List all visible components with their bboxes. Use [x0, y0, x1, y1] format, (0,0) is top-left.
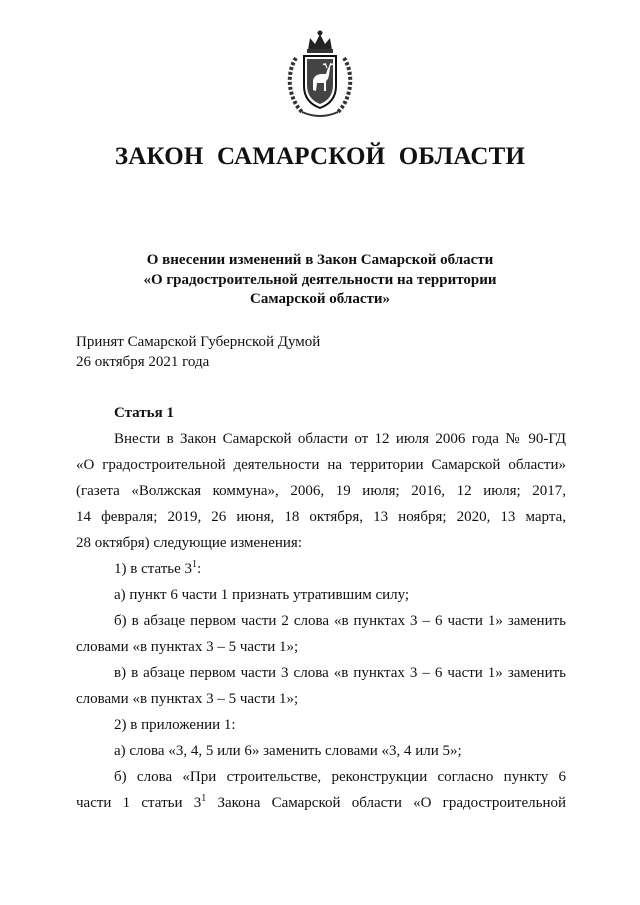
adoption-note	[76, 333, 320, 372]
paragraph-line: «О градостроительной деятельности на территории Самарской области»	[76, 457, 566, 473]
list-item	[76, 790, 566, 816]
samara-coat-of-arms-icon	[282, 28, 358, 120]
adoption-body: Принят Самарской Губернской Думой	[76, 334, 321, 350]
list-item: словами «в пунктах 3 – 5 части 1»;	[76, 691, 299, 707]
superscript: 1	[201, 793, 207, 804]
list-item: б) слова «При строительстве, реконструкции согласно пункту 6	[114, 769, 566, 785]
subject-line: О внесении изменений в Закон Самарской области	[146, 252, 494, 268]
subject-line: «О градостроительной деятельности на территории	[143, 271, 497, 288]
paragraph-line: Внести в Закон Самарской области от 12 июля 2006 года № 90-ГД	[114, 431, 566, 447]
paragraph-line: 14 февраля; 2019, 26 июня, 18 октября, 13 ноября; 2020, 13 марта,	[76, 509, 566, 525]
item-text: 1) в статье 3	[114, 561, 193, 577]
paragraph-line: (газета «Волжская коммуна», 2006, 19 июля; 2016, 12 июля; 2017,	[76, 483, 566, 499]
list-item	[76, 556, 566, 582]
law-title: ЗАКОН САМАРСКОЙ ОБЛАСТИ	[114, 143, 526, 170]
list-item: а) пункт 6 части 1 признать утратившим силу;	[114, 587, 410, 603]
article-body	[76, 400, 566, 816]
item-text: Закона Самарской области «О градостроительной	[206, 795, 566, 811]
paragraph-line: 28 октября) следующие изменения:	[76, 535, 302, 551]
item-text: части 1 статьи 3	[76, 795, 202, 811]
list-item: 2) в приложении 1:	[114, 717, 236, 733]
item-text: :	[197, 561, 202, 577]
article-heading: Статья 1	[114, 405, 174, 421]
superscript: 1	[192, 559, 198, 570]
list-item: в) в абзаце первом части 3 слова «в пунктах 3 – 6 части 1» заменить	[114, 665, 566, 681]
list-item: б) в абзаце первом части 2 слова «в пунктах 3 – 6 части 1» заменить	[114, 613, 566, 629]
list-item: словами «в пунктах 3 – 5 части 1»;	[76, 639, 299, 655]
list-item: а) слова «3, 4, 5 или 6» заменить словами «3, 4 или 5»;	[114, 743, 462, 759]
adoption-date: 26 октября 2021 года	[76, 353, 210, 370]
law-subject	[80, 251, 560, 310]
subject-line: Самарской области»	[250, 291, 390, 307]
